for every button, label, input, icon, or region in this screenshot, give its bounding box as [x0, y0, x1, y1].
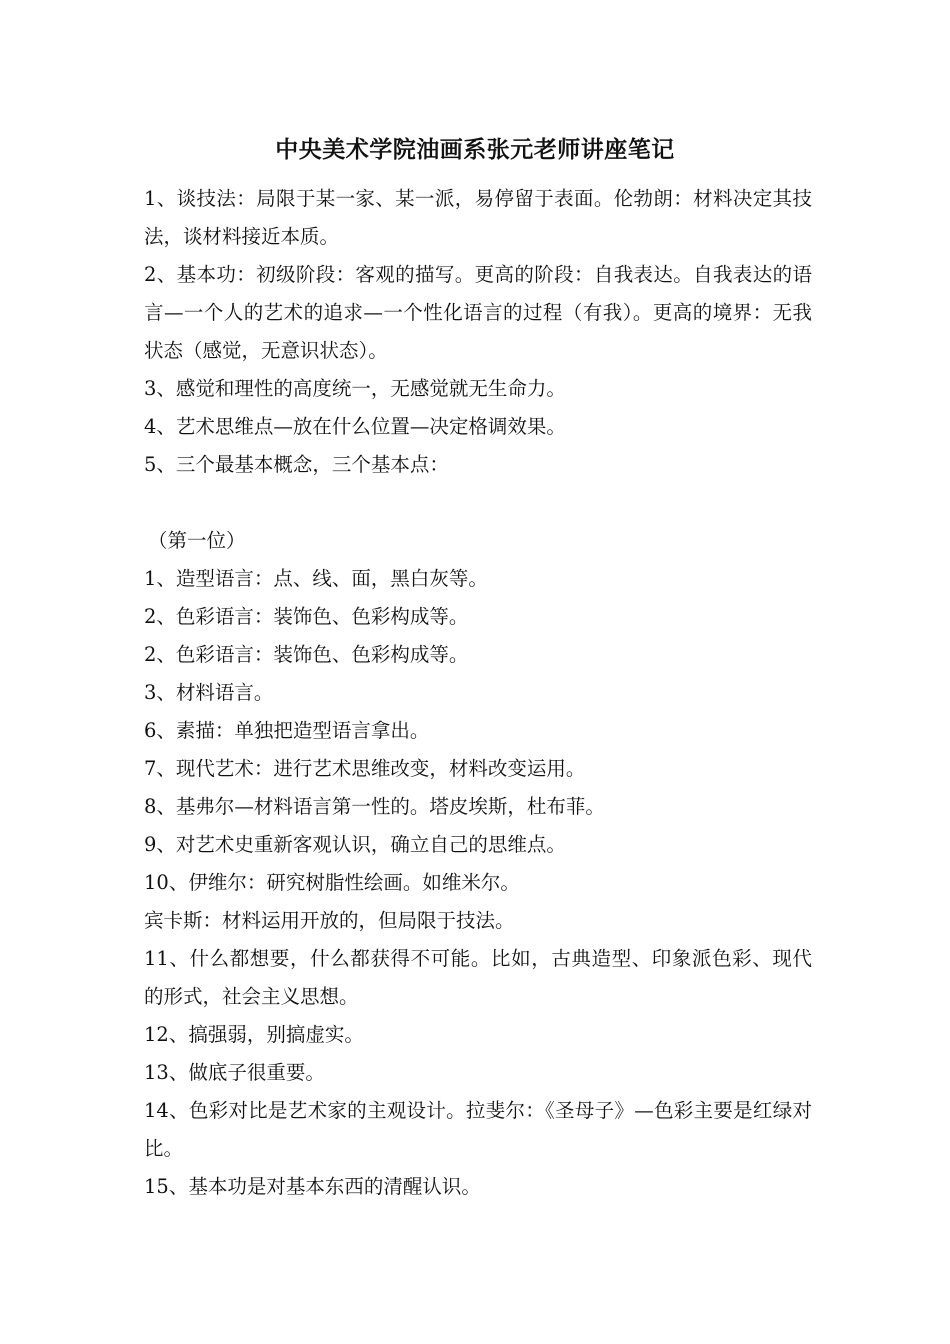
list-item: 7、现代艺术：进行艺术思维改变，材料改变运用。	[144, 757, 586, 780]
list-item: 6、素描：单独把造型语言拿出。	[144, 719, 430, 742]
list-item: 14、色彩对比是艺术家的主观设计。拉斐尔：《圣母子》—色彩主要是红绿对比。	[144, 1099, 812, 1160]
list-item: 1、造型语言：点、线、面，黑白灰等。	[144, 567, 488, 590]
list-item: 8、基弗尔—材料语言第一性的。塔皮埃斯，杜布菲。	[144, 795, 605, 818]
list-item: 2、色彩语言：装饰色、色彩构成等。	[144, 643, 469, 666]
list-item: 宾卡斯：材料运用开放的，但局限于技法。	[144, 909, 515, 932]
paragraph-1: 1、谈技法：局限于某一家、某一派，易停留于表面。伦勃朗：材料决定其技法，谈材料接近本质。	[144, 187, 812, 248]
blank-line	[144, 484, 812, 522]
paragraph-4: 4、艺术思维点—放在什么位置—决定格调效果。	[144, 415, 566, 438]
document-title: 中央美术学院油画系张元老师讲座笔记	[275, 137, 675, 163]
list-item: 10、伊维尔：研究树脂性绘画。如维米尔。	[144, 871, 520, 894]
list-item: 9、对艺术史重新客观认识，确立自己的思维点。	[144, 833, 566, 856]
list-item: 11、什么都想要，什么都获得不可能。比如，古典造型、印象派色彩、现代的形式，社会主义思想。	[144, 947, 812, 1008]
paragraph-5: 5、三个最基本概念，三个基本点：	[144, 453, 449, 476]
list-item: 15、基本功是对基本东西的清醒认识。	[144, 1175, 481, 1198]
list-item: 2、色彩语言：装饰色、色彩构成等。	[144, 605, 469, 628]
section-label: （第一位）	[148, 529, 246, 552]
paragraph-3: 3、感觉和理性的高度统一，无感觉就无生命力。	[144, 377, 566, 400]
paragraph-2: 2、基本功：初级阶段：客观的描写。更高的阶段：自我表达。自我表达的语言—一个人的艺术的追求—一个性化语言的过程（有我）。更高的境界：无我状态（感觉，无意识状态）。	[144, 263, 812, 362]
list-item: 3、材料语言。	[144, 681, 274, 704]
list-item: 12、搞强弱，别搞虚实。	[144, 1023, 364, 1046]
document-body	[144, 180, 812, 1206]
list-item: 13、做底子很重要。	[144, 1061, 325, 1084]
